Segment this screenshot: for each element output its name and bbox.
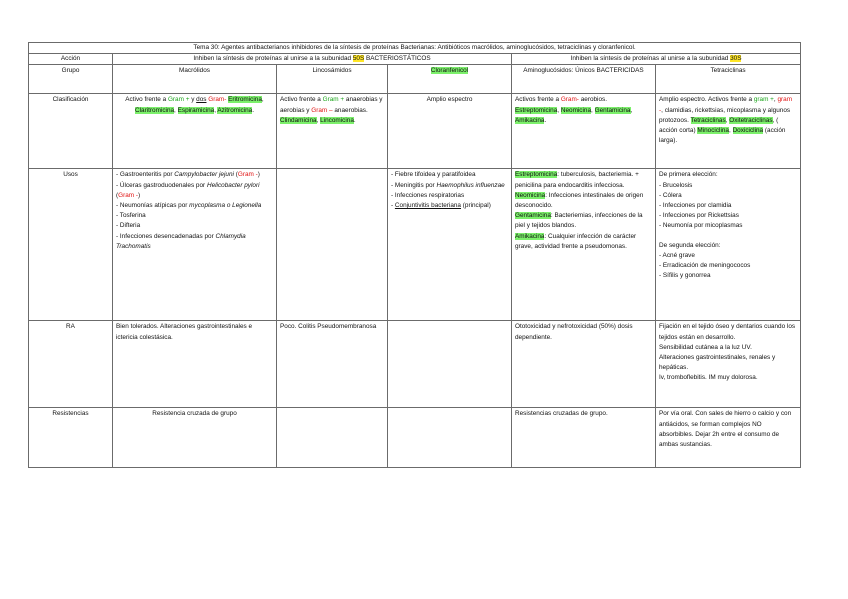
ra-aminoglucosidos: Ototoxicidad y nefrotoxicidad (50%) dosis dependiente. [512, 321, 656, 408]
grupo-label: Grupo [29, 65, 113, 94]
accion-50s: Inhiben la síntesis de proteínas al unirse a la subunidad 50S BACTERIOSTÁTICOS [113, 54, 512, 65]
clasificacion-lincosamidos: Activo frente a Gram + anaerobias y aerobias y Gram – anaerobias. Clindamicina, Lincomicina. [277, 94, 388, 169]
table-title: Tema 30: Agentes antibacterianos inhibidores de la síntesis de proteínas Bacterianas: Antibióticos macrólidos, aminoglucósidos, tetraciclinas y cloranfenicol. [29, 43, 801, 54]
resistencias-lincosamidos [277, 408, 388, 468]
usos-label: Usos [29, 169, 113, 321]
ra-row [29, 321, 801, 408]
clasificacion-macrolidos: Activo frente a Gram + y dos Gram- Eritromicina, Claritromicina, Espiramicina, Azitromicina. [113, 94, 277, 169]
accion-row [29, 54, 801, 65]
clasificacion-cloranfenicol: Amplio espectro [388, 94, 512, 169]
accion-30s: Inhiben la síntesis de proteínas al unirse a la subunidad 30S [512, 54, 801, 65]
usos-lincosamidos [277, 169, 388, 321]
subunit-30s-mark: 30S [730, 55, 742, 63]
resistencias-aminoglucosidos: Resistencias cruzadas de grupo. [512, 408, 656, 468]
ra-macrolidos: Bien tolerados. Alteraciones gastrointestinales e ictericia colestásica. [113, 321, 277, 408]
grupo-macrolidos: Macrólidos [113, 65, 277, 94]
resistencias-label: Resistencias [29, 408, 113, 468]
clasificacion-label: Clasificación [29, 94, 113, 169]
usos-macrolidos: - Gastroenteritis por Campylobacter jejuni (Gram -) - Úlceras gastroduodenales por Helicobacter pylori (Gram -) - Neumonías atípicas por mycoplasma o Legionella - Tosferina - Difteria - Infecciones desencadenadas por Chlamydia Trachomatis [113, 169, 277, 321]
grupo-lincosamidos: Lincosámidos [277, 65, 388, 94]
clasificacion-aminoglucosidos: Activos frente a Gram- aerobios. Estreptomicina, Neomicina, Gentamicina, Amikacina. [512, 94, 656, 169]
resistencias-macrolidos: Resistencia cruzada de grupo [113, 408, 277, 468]
ra-tetraciclinas: Fijación en el tejido óseo y dentarios cuando los tejidos están en desarrollo. Sensibilidad cutánea a la luz UV. Alteraciones gastrointestinales, renales y hepáticas. Iv, tromboflebitis. IM muy dolorosa. [656, 321, 801, 408]
clasificacion-row [29, 94, 801, 169]
usos-row [29, 169, 801, 321]
antibiotics-table [28, 42, 801, 468]
ra-label: RA [29, 321, 113, 408]
ra-cloranfenicol [388, 321, 512, 408]
usos-cloranfenicol: - Fiebre tifoidea y paratifoidea - Meningitis por Haemophilus influenzae - Infecciones respiratorias - Conjuntivitis bacteriana (principal) [388, 169, 512, 321]
grupo-aminoglucosidos: Aminoglucósidos: Únicos BACTERICIDAS [512, 65, 656, 94]
usos-tetraciclinas: De primera elección: - Brucelosis - Cólera - Infecciones por clamidia - Infecciones por Rickettsias - Neumonía por micoplasmas De segunda elección: - Acné grave - Erradicación de meningococos - Sífilis y gonorrea [656, 169, 801, 321]
ra-lincosamidos: Poco. Colitis Pseudomembranosa [277, 321, 388, 408]
accion-label: Acción [29, 54, 113, 65]
resistencias-cloranfenicol [388, 408, 512, 468]
clasificacion-tetraciclinas: Amplio espectro. Activos frente a gram +, gram -, clamidias, rickettsias, micoplasma y algunos protozoos. Tetraciclinas, Oxitetraciclinas, ( acción corta) Minociclina, Doxiciclina (acción larga). [656, 94, 801, 169]
subunit-50s-mark: 50S [352, 55, 365, 63]
grupo-cloranfenicol: Cloranfenicol [388, 65, 512, 94]
usos-aminoglucosidos: Estreptomicina: tuberculosis, bacteriemia. + penicilina para endocarditis infecciosa. Neomicina: Infecciones intestinales de origen desconocido. Gentamicina: Bacteriemias, infecciones de la piel y tejidos blandos. Amikacina: Cualquier infección de carácter grave, actividad frente a pseudomonas. [512, 169, 656, 321]
grupo-tetraciclinas: Tetraciclinas [656, 65, 801, 94]
resistencias-row [29, 408, 801, 468]
grupo-row [29, 65, 801, 94]
title-row [29, 43, 801, 54]
resistencias-tetraciclinas: Por vía oral. Con sales de hierro o calcio y con antiácidos, se forman complejos NO absorbibles. Dejar 2h entre el consumo de ambas sustancias. [656, 408, 801, 468]
